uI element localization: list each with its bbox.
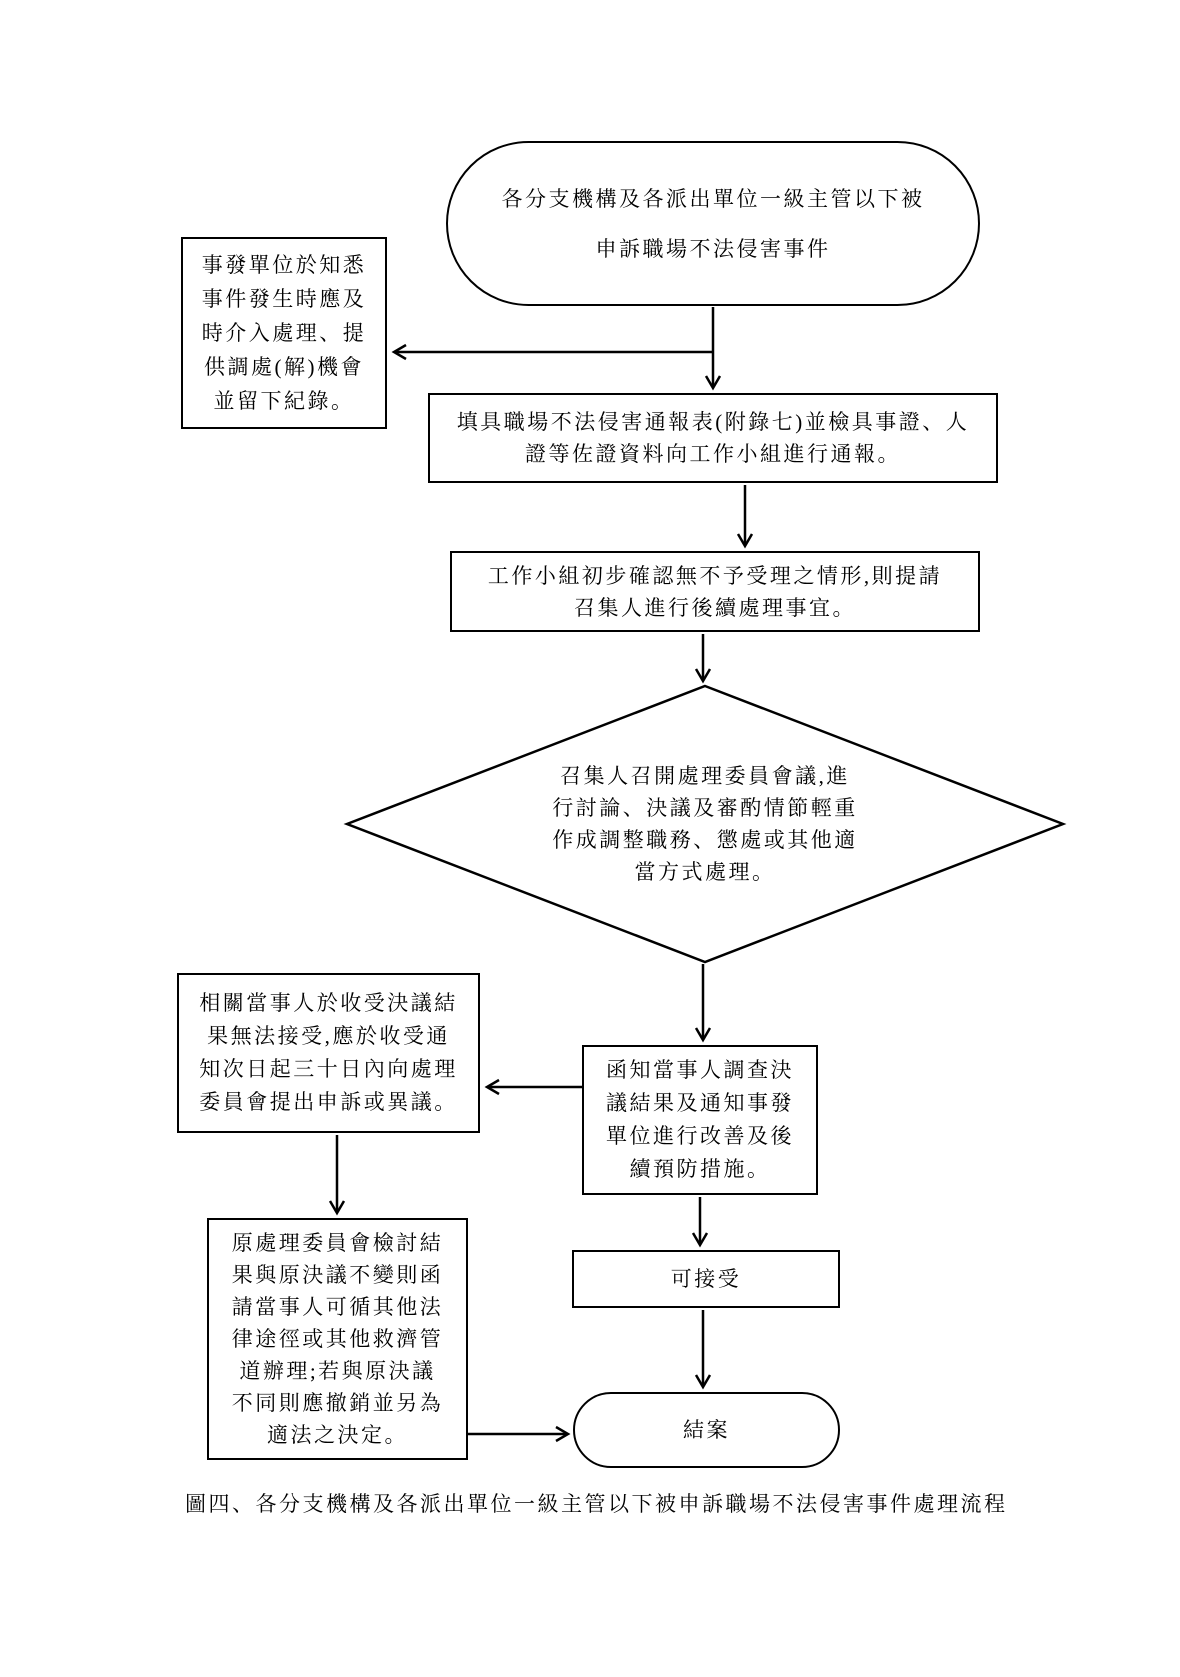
notify-text: 函知當事人調查決 議結果及通知事發 單位進行改善及後 續預防措施。 [606,1058,794,1181]
decision-diamond [347,686,1063,962]
figure-caption: 圖四、各分支機構及各派出單位一級主管以下被申訴職場不法侵害事件處理流程 [185,1492,1008,1516]
confirm-box [450,551,980,632]
acceptable-box [572,1250,840,1308]
end-terminator-label: 結案 [683,1418,730,1442]
start-terminator [446,141,980,306]
notify-box [582,1045,818,1195]
appeal-text: 相關當事人於收受決議結 果無法接受,應於收受通 知次日起三十日內向處理 委員會提出申訴或異議。 [199,991,458,1114]
appeal-box [177,973,480,1133]
start-terminator-text: 各分支機構及各派出單位一級主管以下被 申訴職場不法侵害事件 [501,186,925,261]
side-note-box [181,237,387,429]
acceptable-label: 可接受 [670,1267,742,1291]
report-text: 填具職場不法侵害通報表(附錄七)並檢具事證、人 證等佐證資料向工作小組進行通報。 [456,410,970,466]
review-text: 原處理委員會檢討結 果與原決議不變則函 請當事人可循其他法 律途徑或其他救濟管 道辦理;若與原決議 不同則應撤銷並另為 適法之決定。 [231,1231,444,1447]
side-note-text: 事發單位於知悉 事件發生時應及 時介入處理、提 供調處(解)機會 並留下紀錄。 [201,253,367,413]
decision-text: 召集人召開處理委員會議,進 行討論、決議及審酌情節輕重 作成調整職務、懲處或其他適 當方式處理。 [552,764,858,884]
confirm-text: 工作小組初步確認無不予受理之情形,則提請 召集人進行後續處理事宜。 [487,563,943,620]
report-box [428,393,998,483]
review-box [207,1218,468,1460]
end-terminator [573,1392,840,1468]
